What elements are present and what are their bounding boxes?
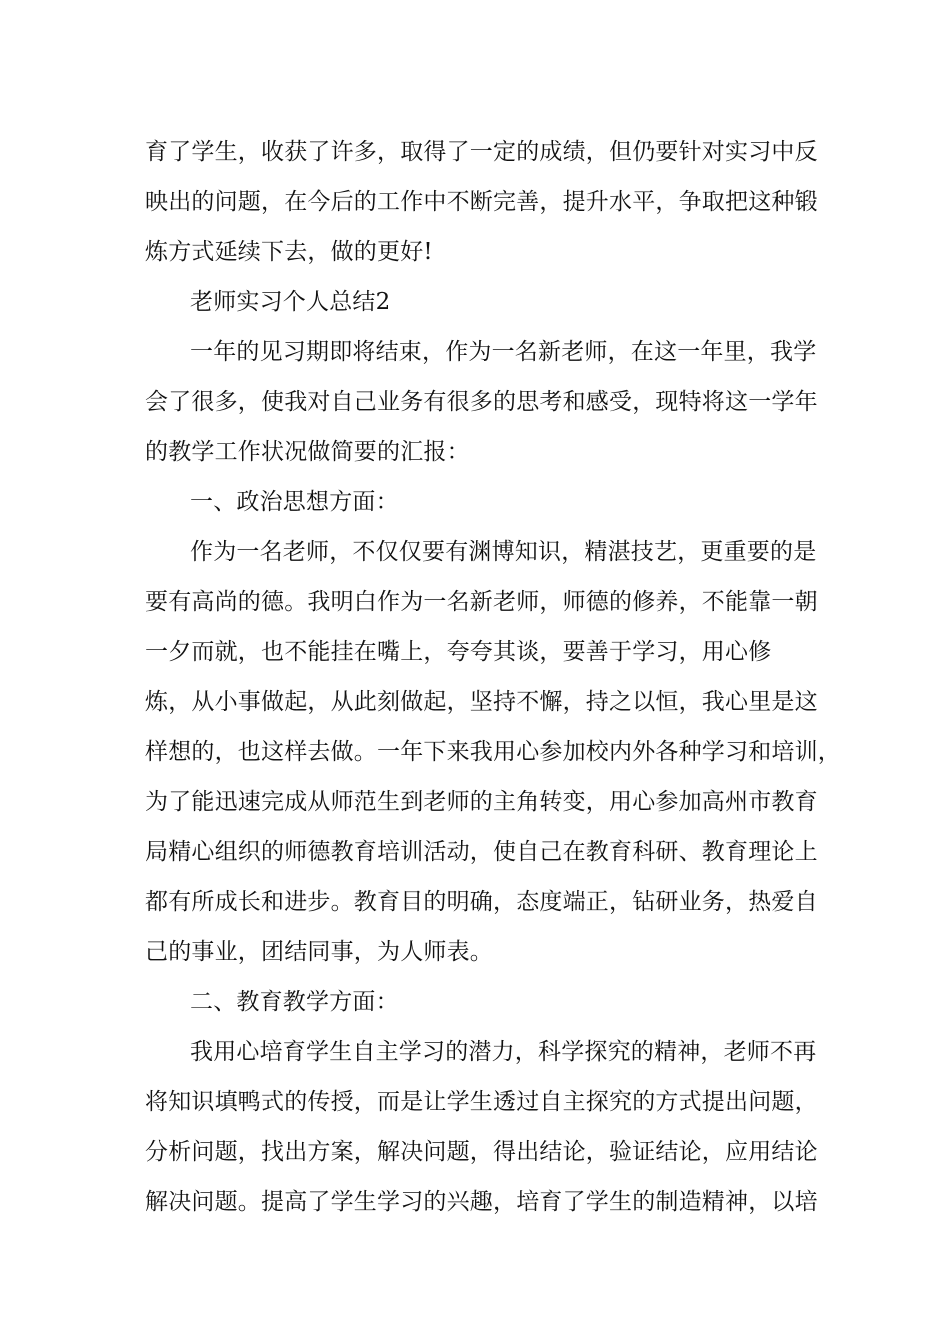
body-text-line: 育了学生，收获了许多，取得了一定的成绩，但仍要针对实习中反 <box>145 139 818 165</box>
body-text-line: 会了很多，使我对自己业务有很多的思考和感受，现特将这一学年 <box>145 389 818 415</box>
subheading: 一、政治思想方面： <box>190 489 399 515</box>
body-text-line: 要有高尚的德。我明白作为一名新老师，师德的修养，不能靠一朝 <box>145 589 818 615</box>
section-title: 老师实习个人总结2 <box>190 289 391 315</box>
body-text-line: 己的事业，团结同事，为人师表。 <box>145 939 493 965</box>
body-text-line: 解决问题。提高了学生学习的兴趣，培育了学生的制造精神，以培 <box>145 1189 818 1215</box>
body-text-line: 为了能迅速完成从师范生到老师的主角转变，用心参加高州市教育 <box>145 789 818 815</box>
subheading: 二、教育教学方面： <box>190 989 399 1015</box>
body-text-line: 将知识填鸭式的传授，而是让学生透过自主探究的方式提出问题， <box>145 1089 818 1115</box>
body-text-line: 作为一名老师，不仅仅要有渊博知识，精湛技艺，更重要的是 <box>190 539 817 565</box>
body-text-line: 局精心组织的师德教育培训活动，使自己在教育科研、教育理论上 <box>145 839 818 865</box>
body-text-line: 我用心培育学生自主学习的潜力，科学探究的精神，老师不再 <box>190 1039 817 1065</box>
body-text-line: 分析问题，找出方案，解决问题，得出结论，验证结论，应用结论 <box>145 1139 818 1165</box>
body-text-line: 都有所成长和进步。教育目的明确，态度端正，钻研业务，热爱自 <box>145 889 818 915</box>
body-text-line: 映出的问题，在今后的工作中不断完善，提升水平，争取把这种锻 <box>145 189 818 215</box>
body-text-line: 一年的见习期即将结束，作为一名新老师，在这一年里，我学 <box>190 339 817 365</box>
body-text-line: 炼方式延续下去，做的更好! <box>145 239 433 265</box>
body-text-line: 的教学工作状况做简要的汇报： <box>145 439 470 465</box>
body-text-line: 样想的，也这样去做。一年下来我用心参加校内外各种学习和培训， <box>145 739 841 765</box>
body-text-line: 一夕而就，也不能挂在嘴上，夸夸其谈，要善于学习，用心修 <box>145 639 772 665</box>
body-text-line: 炼，从小事做起，从此刻做起，坚持不懈，持之以恒，我心里是这 <box>145 689 818 715</box>
